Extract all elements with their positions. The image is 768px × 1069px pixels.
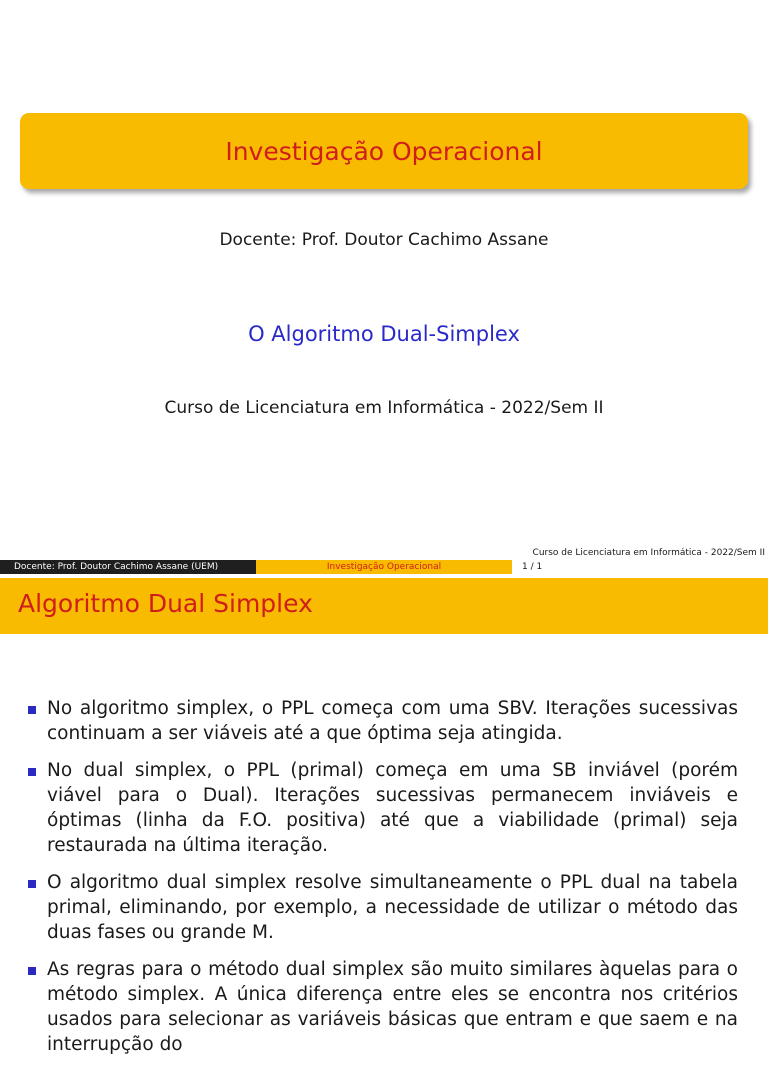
square-bullet-icon [28, 880, 36, 888]
list-item [0, 758, 768, 858]
bullet-list [0, 696, 768, 1069]
title-box [20, 113, 748, 189]
list-item [0, 957, 768, 1057]
frame-title-bar [0, 578, 768, 634]
bullet-text: No dual simplex, o PPL (primal) começa em uma SB inviável (porém viável para o Dual). Iterações sucessivas permanecem inviáveis e óptimas (linha da F.O. positiva) até que a viabilidade (primal) seja restaurada na última iteração. [47, 760, 738, 856]
footer-course-label: Curso de Licenciatura em Informática - 2022/Sem II [532, 548, 765, 558]
slide-footer [0, 560, 768, 574]
footer-title: Investigação Operacional [256, 560, 512, 574]
footer-author: Docente: Prof. Doutor Cachimo Assane (UEM) [0, 560, 256, 574]
course-line: Curso de Licenciatura em Informática - 2022/Sem II [164, 398, 604, 418]
frame-title: Algoritmo Dual Simplex [18, 589, 313, 618]
square-bullet-icon [28, 706, 36, 714]
bullet-text: O algoritmo dual simplex resolve simultaneamente o PPL dual na tabela primal, eliminando, por exemplo, a necessidade de utilizar o método das duas fases ou grande M. [47, 872, 738, 943]
square-bullet-icon [28, 768, 36, 776]
presentation-subtitle: O Algoritmo Dual-Simplex [248, 322, 520, 346]
footer-page-number: 1 / 1 [512, 560, 768, 574]
presentation-title: Investigação Operacional [225, 136, 543, 166]
list-item [0, 870, 768, 945]
list-item [0, 696, 768, 746]
square-bullet-icon [28, 967, 36, 975]
lecturer-line: Docente: Prof. Doutor Cachimo Assane [219, 230, 549, 250]
bullet-text: As regras para o método dual simplex são muito similares àquelas para o método simplex. A única diferença entre eles se encontra nos critérios usados para selecionar as variáveis básicas que entram e que saem e na interrupção do [47, 959, 738, 1055]
bullet-text: No algoritmo simplex, o PPL começa com uma SBV. Iterações sucessivas continuam a ser viáveis até a que óptima seja atingida. [47, 698, 738, 744]
